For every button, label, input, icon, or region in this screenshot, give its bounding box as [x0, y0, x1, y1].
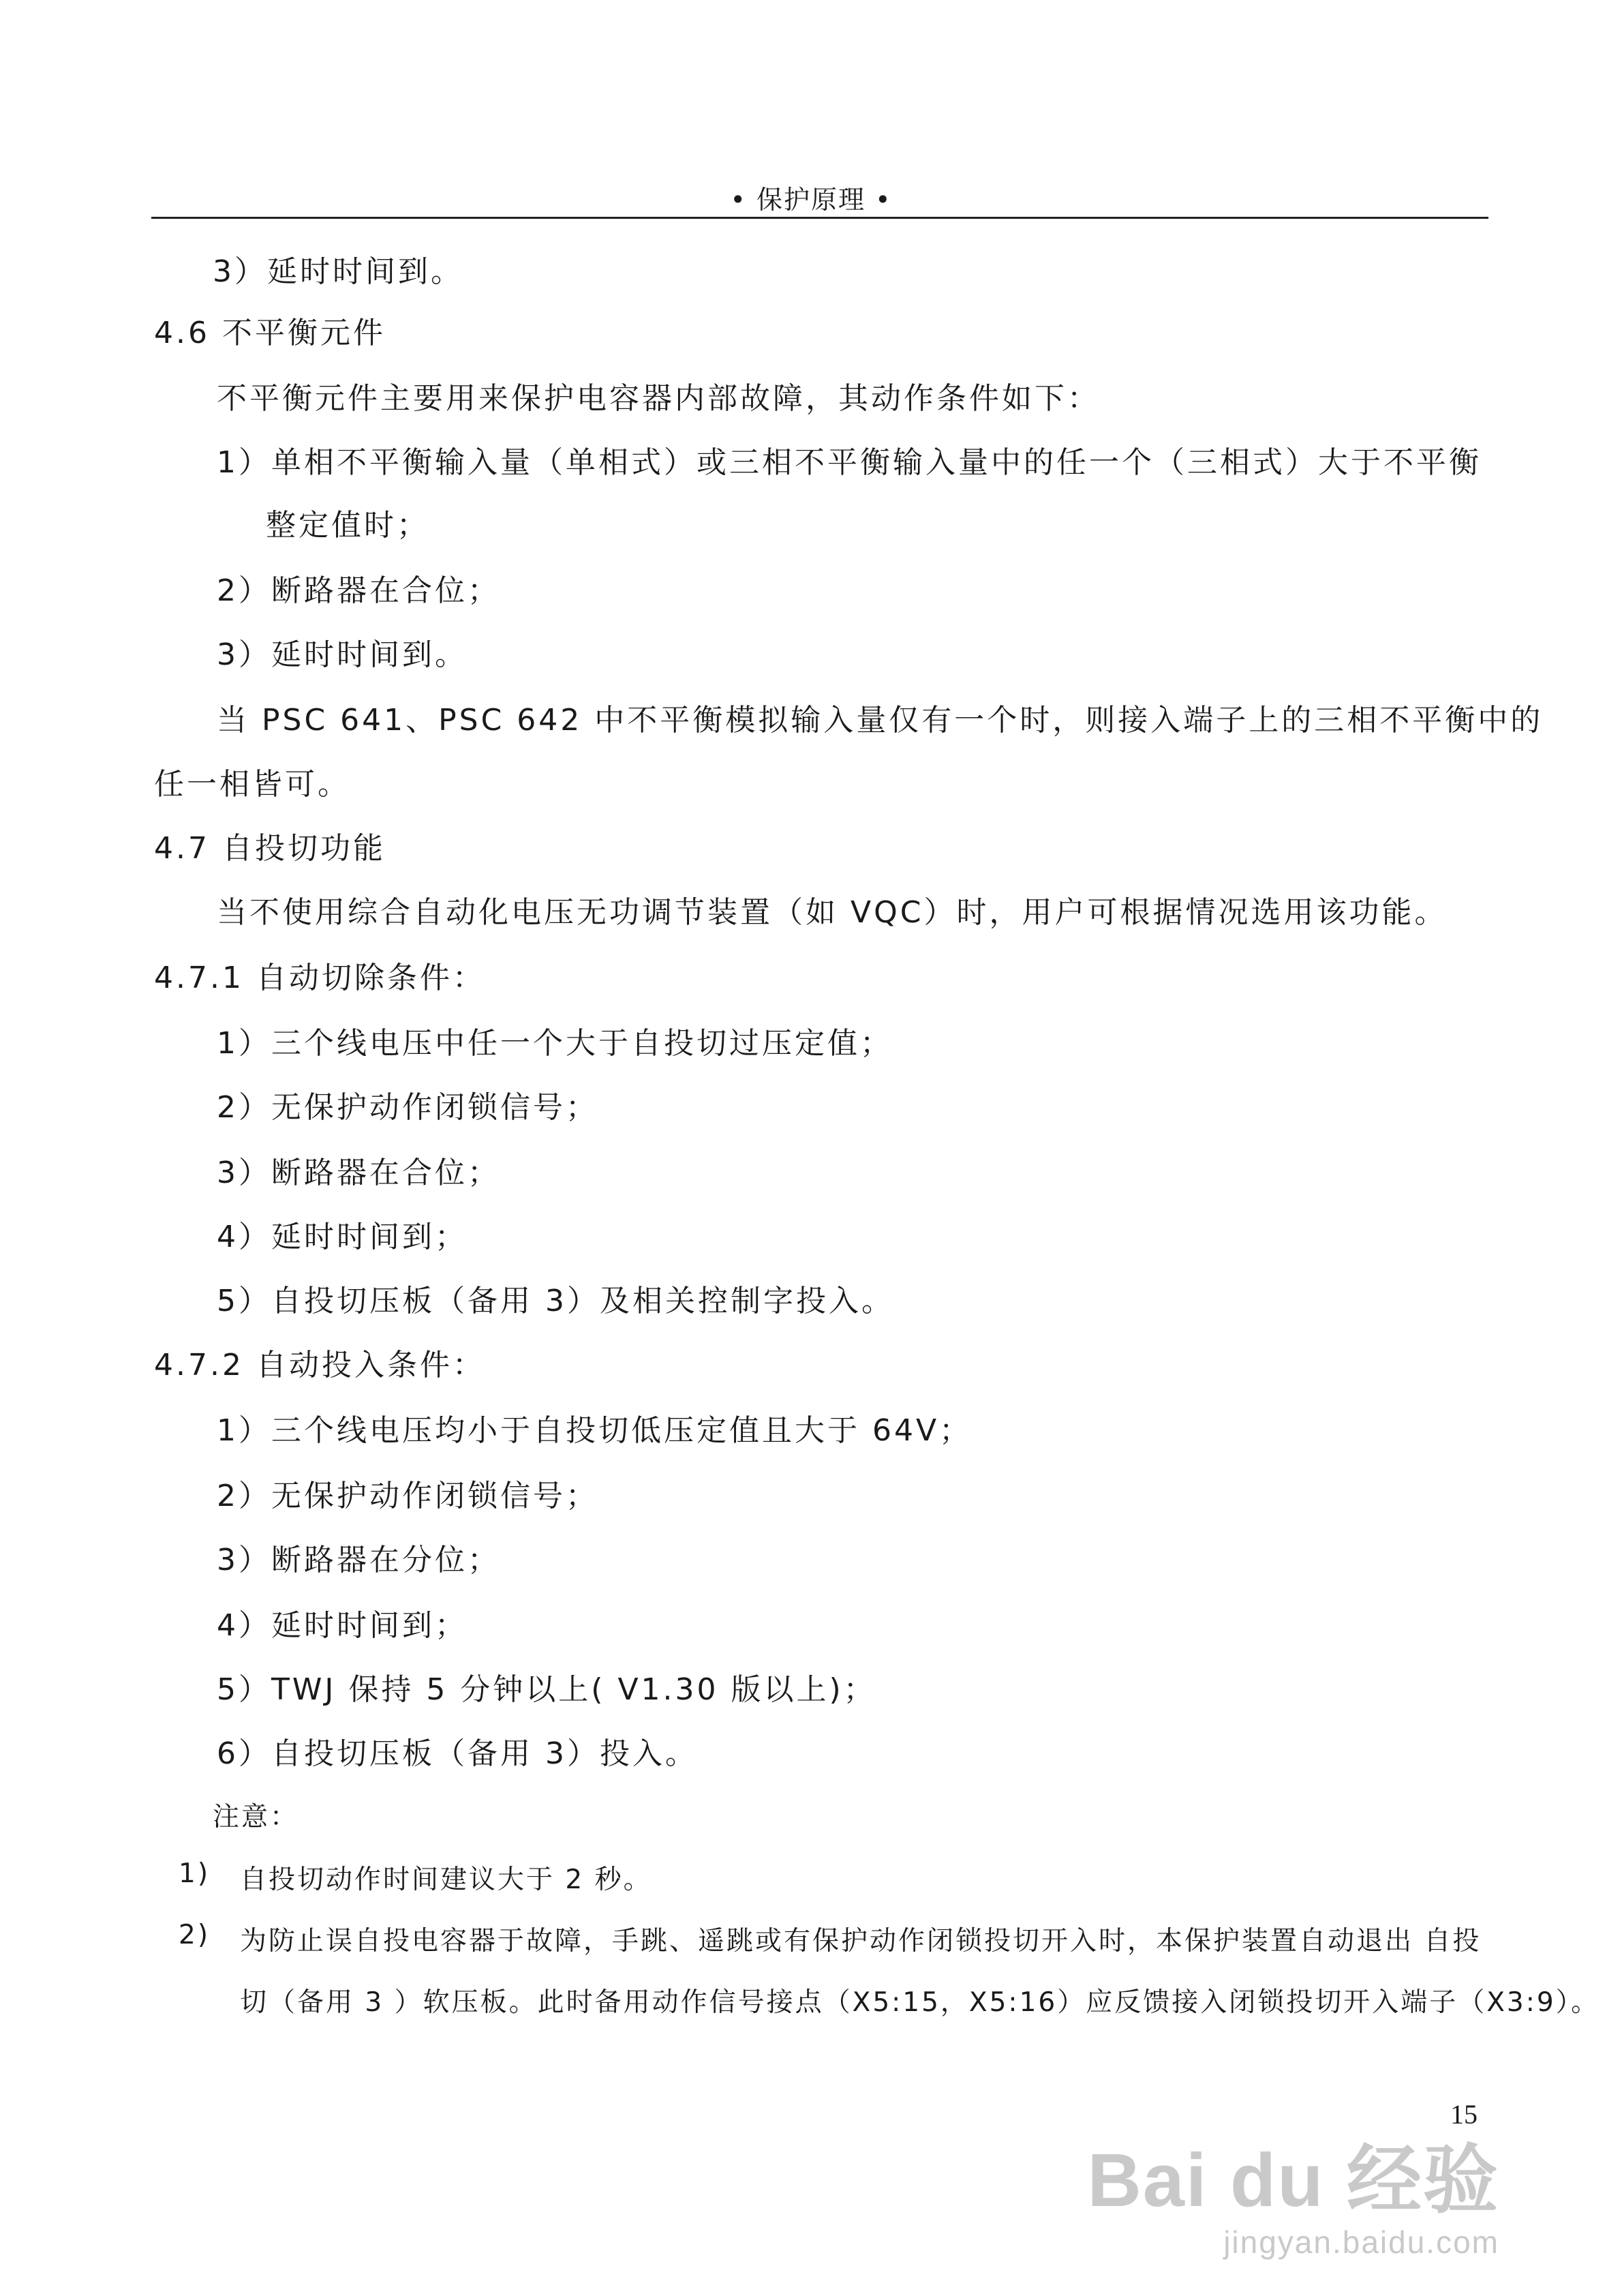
list-item: 5）TWJ 保持 5 分钟以上( V1.30 版以上)；: [217, 1672, 876, 1707]
page-number: 15: [1450, 2099, 1478, 2130]
section-heading-4-6: 4.6 不平衡元件: [154, 316, 386, 350]
note-number: 2): [179, 1920, 211, 1950]
note-text: 为防止误自投电容器于故障，手跳、遥跳或有保护动作闭锁投切开入时，本保护装置自动退出 自投: [240, 1926, 1482, 1957]
note-number: 1): [179, 1858, 211, 1889]
text-line: 当不使用综合自动化电压无功调节装置（如 VQC）时，用户可根据情况选用该功能。: [217, 895, 1448, 930]
subsection-heading-4-7-1: 4.7.1 自动切除条件：: [154, 961, 485, 995]
note-text: 自投切动作时间建议大于 2 秒。: [240, 1864, 652, 1895]
list-item: 4）延时时间到；: [217, 1220, 468, 1254]
list-item: 6）自投切压板（备用 3）投入。: [217, 1736, 698, 1771]
note-text-continuation: 切（备用 3 ）软压板。此时备用动作信号接点（X5:15，X5:16）应反馈接入闭锁投切开入端子（X3:9）。: [240, 1987, 1600, 2018]
text-line: 当 PSC 641、PSC 642 中不平衡模拟输入量仅有一个时，则接入端子上的三相不平衡中的: [217, 703, 1544, 738]
watermark-logo: [1087, 2120, 1499, 2228]
watermark-logo-text: Bai du 经验: [1087, 2139, 1499, 2222]
page-header: • 保护原理 •: [730, 185, 892, 215]
list-item: 4）延时时间到；: [217, 1608, 468, 1643]
subsection-heading-4-7-2: 4.7.2 自动投入条件：: [154, 1348, 485, 1383]
list-item: 1）三个线电压均小于自投切低压定值且大于 64V；: [217, 1413, 973, 1448]
text-line: 不平衡元件主要用来保护电容器内部故障，其动作条件如下：: [217, 381, 1100, 416]
list-item: 3）延时时间到。: [217, 637, 468, 672]
section-heading-4-7: 4.7 自投切功能: [154, 831, 386, 866]
header-rule: [151, 217, 1488, 219]
list-item-continuation: 整定值时；: [266, 508, 429, 543]
watermark: [1087, 2120, 1499, 2261]
list-item: 5）自投切压板（备用 3）及相关控制字投入。: [217, 1284, 894, 1318]
list-item: 1）单相不平衡输入量（单相式）或三相不平衡输入量中的任一个（三相式）大于不平衡: [217, 445, 1482, 480]
text-line: 3）延时时间到。: [213, 254, 463, 289]
list-item: 3）断路器在分位；: [217, 1543, 500, 1577]
text-line: 任一相皆可。: [154, 767, 350, 802]
list-item: 2）断路器在合位；: [217, 573, 500, 608]
note-heading: 注意：: [213, 1802, 299, 1832]
list-item: 1）三个线电压中任一个大于自投切过压定值；: [217, 1026, 893, 1061]
watermark-url: jingyan.baidu.com: [1223, 2224, 1499, 2260]
list-item: 3）断路器在合位；: [217, 1155, 500, 1190]
list-item: 2）无保护动作闭锁信号；: [217, 1090, 598, 1125]
list-item: 2）无保护动作闭锁信号；: [217, 1479, 598, 1513]
